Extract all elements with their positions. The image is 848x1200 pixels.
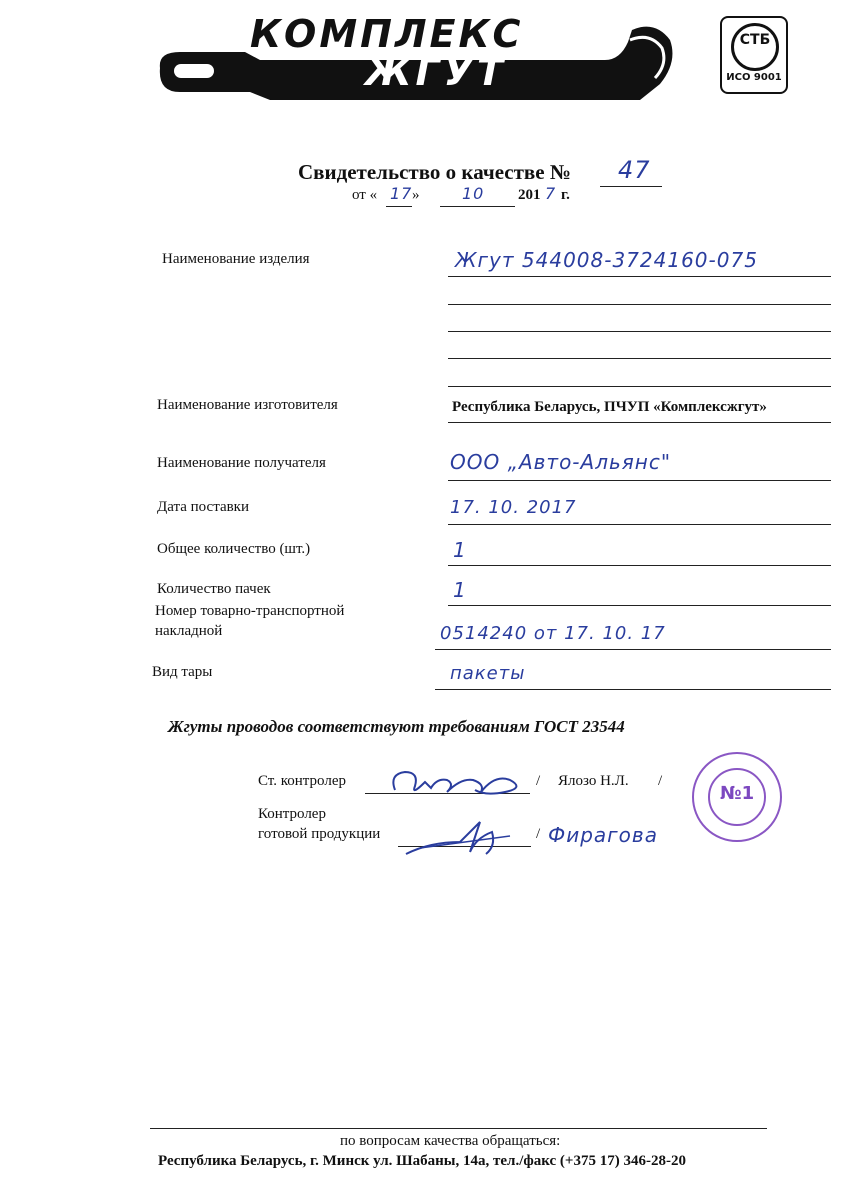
final-controller-label-1: Контролер	[258, 806, 326, 822]
product-line-2	[448, 304, 831, 305]
total-qty-label: Общее количество (шт.)	[157, 541, 311, 557]
product-value: Жгут 544008-3724160-075	[455, 248, 758, 272]
packs-line	[448, 605, 831, 606]
senior-signature-graphic	[385, 762, 535, 802]
total-qty-value: 1	[453, 538, 467, 562]
footer-line-1: по вопросам качества обращаться:	[340, 1133, 561, 1149]
waybill-value: 0514240 от 17. 10. 17	[440, 623, 666, 644]
logo-text-bottom: ЖГУТ	[365, 50, 507, 94]
recipient-label: Наименование получателя	[157, 455, 326, 471]
senior-controller-label: Ст. контролер	[258, 773, 346, 789]
waybill-label-2: накладной	[155, 623, 223, 639]
final-signature	[400, 812, 530, 862]
certificate-number-line	[600, 186, 662, 187]
manufacturer-line	[448, 422, 831, 423]
final-signature-graphic	[400, 812, 530, 862]
recipient-value: ООО „Авто-Альянс"	[450, 450, 672, 474]
date-year-prefix: 201	[518, 187, 541, 203]
recipient-line	[448, 480, 831, 481]
date-day-line	[386, 206, 412, 207]
date-month: 10	[462, 184, 485, 203]
stamp-number: №1	[719, 783, 755, 804]
waybill-line	[435, 649, 831, 650]
packaging-value: пакеты	[450, 663, 526, 684]
conformity-statement: Жгуты проводов соответствуют требованиям ГОСТ 23544	[168, 717, 625, 736]
date-sep: »	[412, 187, 420, 203]
product-line-5	[448, 386, 831, 387]
manufacturer-value: Республика Беларусь, ПЧУП «Комплексжгут»	[452, 399, 767, 415]
total-qty-line	[448, 565, 831, 566]
date-suffix: г.	[561, 187, 570, 203]
final-slash: /	[536, 826, 541, 842]
delivery-date-label: Дата поставки	[157, 499, 249, 515]
product-line-1	[448, 276, 831, 277]
logo-text-top: КОМПЛЕКС	[250, 12, 524, 56]
manufacturer-label: Наименование изготовителя	[157, 397, 338, 413]
packaging-line	[435, 689, 831, 690]
senior-controller-name: Ялозо Н.Л.	[558, 773, 629, 789]
packs-label: Количество пачек	[157, 581, 271, 597]
product-line-4	[448, 358, 831, 359]
footer-line-2: Республика Беларусь, г. Минск ул. Шабаны, 14а, тел./факс (+375 17) 346-28-20	[158, 1153, 686, 1169]
company-logo	[150, 12, 690, 102]
iso-label: ИСО 9001	[726, 72, 782, 83]
senior-signature	[385, 762, 535, 802]
senior-slash-2: /	[658, 773, 663, 789]
date-prefix: от «	[352, 187, 378, 203]
packs-value: 1	[453, 578, 467, 602]
product-label: Наименование изделия	[162, 251, 310, 267]
delivery-date-line	[448, 524, 831, 525]
final-controller-name: Фирагова	[548, 823, 658, 847]
stb-letters: СТБ	[739, 32, 771, 48]
document-title: Свидетельство о качестве №	[298, 160, 571, 184]
delivery-date-value: 17. 10. 2017	[450, 497, 577, 518]
date-month-line	[440, 206, 515, 207]
date-year-digit: 7	[545, 184, 557, 203]
date-day: 17	[390, 184, 413, 203]
waybill-label-1: Номер товарно-транспортной	[155, 603, 345, 619]
certificate-number: 47	[618, 156, 651, 184]
footer-rule	[150, 1128, 767, 1129]
stb-certification-mark	[720, 16, 788, 94]
final-controller-label-2: готовой продукции	[258, 826, 381, 842]
packaging-label: Вид тары	[152, 664, 213, 680]
product-line-3	[448, 331, 831, 332]
quality-stamp	[692, 752, 782, 842]
senior-slash-1: /	[536, 773, 541, 789]
